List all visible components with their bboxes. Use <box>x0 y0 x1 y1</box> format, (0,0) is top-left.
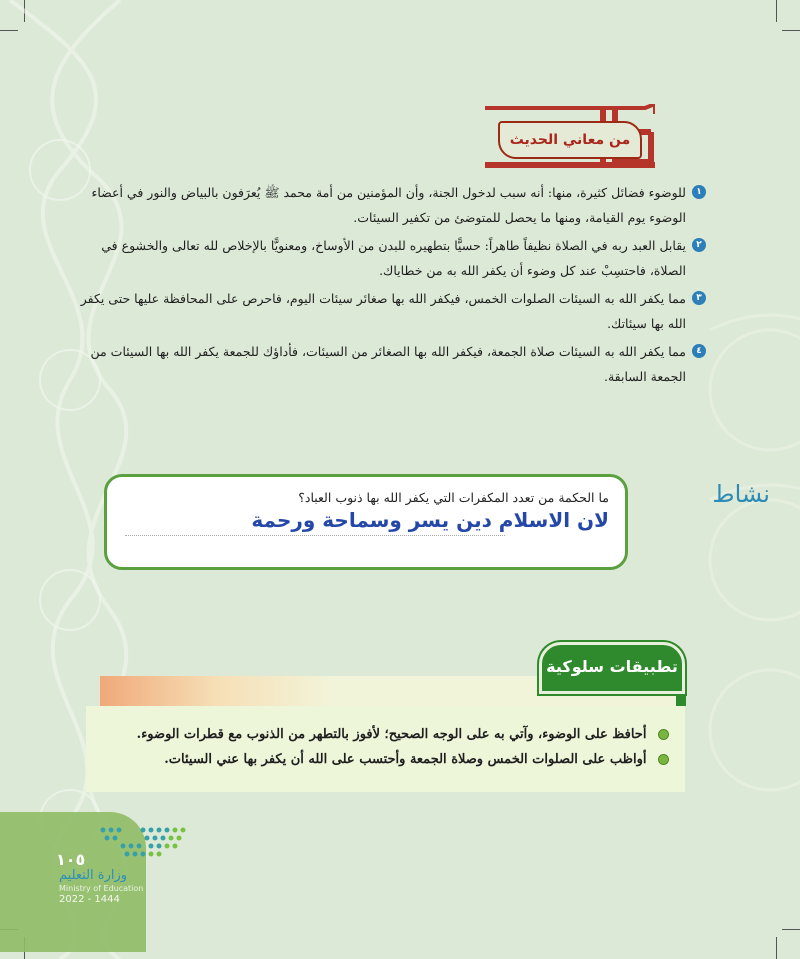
number-badge: ٣ <box>692 291 706 305</box>
ministry-name-ar: وزارة التعليم <box>59 868 128 883</box>
answer-line <box>125 535 505 536</box>
applications-list <box>137 722 669 772</box>
hadith-meanings-list <box>76 180 706 392</box>
activity-question: ما الحكمة من تعدد المكفرات التي يكفر الله بها ذنوب العباد؟ <box>298 490 609 505</box>
application-text: أحافظ على الوضوء، وآتي به على الوجه الصحيح؛ لأفوز بالتطهر من الذنوب مع قطرات الوضوء. <box>136 727 647 742</box>
bullet-icon <box>658 754 669 765</box>
activity-box <box>104 474 628 570</box>
page-number: ١٠٥ <box>56 850 86 869</box>
number-badge: ٤ <box>692 344 706 358</box>
applications-title: تطبيقات سلوكية <box>539 642 685 694</box>
point-text: للوضوء فضائل كثيرة، منها: أنه سبب لدخول الجنة، وأن المؤمنين من أمة محمد ﷺ يُعرَفون بالبياض والنور في أعضاء الوضوء يوم القيامة، ومنها ما يحصل للمتوضئ من تكفير السيئات. <box>91 185 686 225</box>
list-item <box>76 233 706 283</box>
edition-year: 2022 - 1444 <box>59 894 120 905</box>
list-item <box>76 339 706 389</box>
section-title: من معاني الحديث <box>498 121 642 159</box>
list-item <box>137 722 669 747</box>
list-item <box>137 747 669 772</box>
number-badge: ١ <box>692 185 706 199</box>
activity-label: نشاط <box>712 480 770 508</box>
bullet-icon <box>658 729 669 740</box>
list-item <box>76 180 706 230</box>
activity-answer[interactable]: لان الاسلام دين يسر وسماحة ورحمة <box>251 508 609 532</box>
point-text: مما يكفر الله به السيئات صلاة الجمعة، فيكفر الله بها الصغائر من السيئات، فأداؤك للجمعة يكفر الله بها السيئات من الجمعة السابقة. <box>90 344 686 384</box>
ministry-name-en: Ministry of Education <box>59 884 144 893</box>
point-text: يقابل العبد ربه في الصلاة نظيفاً طاهراً: حسيًّا بتطهيره للبدن من الأوساخ، ومعنويًّا بالإخلاص لله تعالى والخشوع في الصلاة، فاحتسِبْ عند كل وضوء أن يكفر الله به من خطاياك. <box>101 238 686 278</box>
number-badge: ٢ <box>692 238 706 252</box>
application-text: أواظب على الصلوات الخمس وصلاة الجمعة وأحتسب على الله أن يكفر بها عني السيئات. <box>164 752 647 767</box>
point-text: مما يكفر الله به السيئات الصلوات الخمس، فيكفر الله بها صغائر سيئات اليوم، فاحرص على المحافظة عليها حتى يكفر الله بها سيئاتك. <box>80 291 686 331</box>
ministry-logo-icon <box>95 824 191 864</box>
list-item <box>76 286 706 336</box>
applications-box <box>86 706 685 792</box>
